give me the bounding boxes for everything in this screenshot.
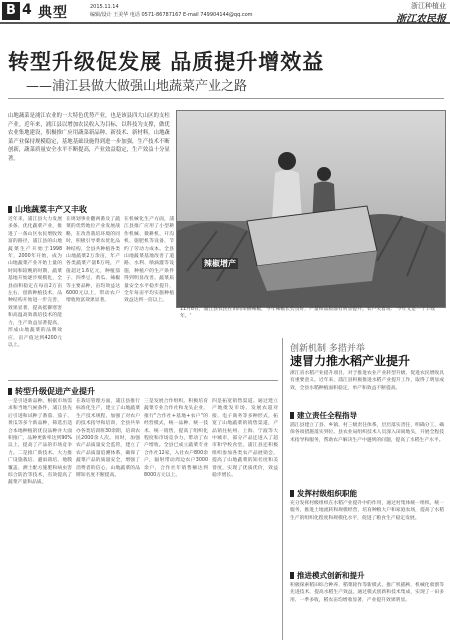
sidebar-subtitle-1: 建立责任全程指导: [290, 410, 357, 421]
sidebar-text-1: 浦江县建立了县、乡镇、村三级责任体系，层层落实责任，明确分工，确保各项措施落实到位。县农业局组织技术人员深入田间地头，开展全程技术指导和服务，帮助农户解决生产中遇到的问题，提高了水稻生产水平。: [290, 423, 444, 443]
section1-column-3: 在机械化生产方面，浦江县推广应用了小型耕作机械、微耕机、开沟机、施肥机等设备，节约了劳动力成本。全县山地蔬菜基地改善了道路、水利、喷滴灌等设施，种植户的生产条件得到明显改善。蔬菜质量安全水平稳步提升，全年每亩平均实施种植效益达到一倍以上。: [124, 217, 174, 304]
section2-column-1: 一是引进新品种。根据市场需求和当地气候条件，浦江县先后引进和试种了番茄、茄子、黄瓜等多个新品种，筛选出适合本地种植的优良品种并大面积推广，品种更新率达到90%以上，提高了产品的市场竞争力。二是推广新技术。大力推广设施栽培、避雨栽培、地膜覆盖、测土配方施肥和病虫害综合防治等技术，有效提高了蔬菜产量和品质。: [8, 399, 72, 486]
section-letter-badge: B: [2, 2, 20, 20]
sidebar-text-2: 充分发挥村级组织在水稻产业提升中的作用，通过村集体统一组织、统一服务，推进土地流转和规模经营，培育种粮大户和家庭农场，提高了水稻生产的组织化程度和规模化水平，促进了粮食生产稳定发展。: [290, 501, 444, 521]
section2-column-4: 四是拓宽销售渠道。通过建立产地批发市场、发展农超对接、电子商务等多种形式，拓宽了山地蔬菜的销售渠道，产品销往杭州、上海、宁波等大中城市，部分产品还进入了超市和学校食堂。浦江县还积极组织参加各类农产品展销会，提高了山地蔬菜的知名度和美誉度，实现了优质优价，效益稳步增长。: [212, 399, 278, 479]
sidebar-subtitle-3: 推进模式创新和提升: [290, 570, 365, 581]
issue-meta: [90, 3, 253, 19]
section2-title: 转型升级促进产业提升: [8, 386, 95, 397]
news-photo: [176, 110, 446, 308]
divider: [8, 98, 444, 99]
sidebar-title: 速冒力推水稻产业提升: [290, 354, 411, 368]
subheadline: ——浦江县做大做强山地蔬菜产业之路: [26, 79, 248, 94]
lead-paragraph: 山地蔬菜是浦江农业的一大特色优势产业，也是该县四大山区的支柱产业。近年来，浦江县以增加农民收入为目标，以科技为支撑，做优农业集地建设，积极推广应用蔬菜新品种、新技术、新材料，山地蔬菜产业保持规模稳定，基地基础设施得到进一步加强，生产技术不断创新，蔬菜质量安全水平不断提高，产业效益稳定，生产效益十分显著。: [8, 113, 170, 162]
photo-label: 辣椒增产: [204, 259, 236, 268]
section-number: 4: [22, 2, 32, 18]
section-name: 典型: [38, 5, 68, 21]
sidebar-intro: 浙江省水稻产业提升项目，对于推进农业产业转型升级、促进农民增收具有重要意义。近年来，浦江县积极推进水稻产业提升工作，取得了明显成效，全县水稻种植面积稳定，单产和效益不断提高。: [290, 371, 444, 391]
sidebar-text-3: 积极探索稻田综合种养、稻菜轮作等新模式，推广机插秧、机械化收割等先进技术，提高水稻生产效益。通过模式创新和技术集成，实现了一田多用、一季多收，稻农亩均增收显著，产业提升效果明显。: [290, 583, 444, 603]
issue-date: 2015.11.14: [90, 4, 119, 10]
editor-contact: 编辑/设计 王美华 电话 0571-86787167 E-mail 749904144@qq.com: [90, 12, 253, 18]
section2-column-2: 在栽培管理方面，浦江县推行标准化生产，建立了山地蔬菜生产技术规程，加强了对农户的技术指导和培训，全县共举办各类培训班30余期，培训农民2000余人次。同时，加强农产品质量安全监管，建立了农产品质量追溯体系，确保了蔬菜产品的质量安全，增强了消费者的信心，山地蔬菜的品牌知名度不断提高。: [76, 399, 140, 479]
sidebar-subtitle-2: 发挥村级组织职能: [290, 488, 357, 499]
section2-column-3: 三是发展合作组织。积极培育蔬菜专业合作社和龙头企业，推行"合作社+基地+农户"的经营模式，统一品种、统一技术、统一销售，提高了组织化程度和市场竞争力，带动了农户增收。全县已成立蔬菜专业合作社12家，入社农户800余户，辐射带动周边农户3000余户，合作社年销售额达到8000万元以上。: [144, 399, 208, 479]
headline: 转型升级促发展 品质提升增效益: [8, 50, 325, 74]
newspaper-brand: 浙江农民报: [396, 14, 446, 25]
photo-illustration: [177, 111, 445, 307]
section1-column-1: 近年来，浦江县大力发展多条、优化蔬菜产业，推进了一条山区农民增收致富的路径，浦江县的山地蔬菜生产开始于1998年，2000年开始，成为山地蔬菜产业开始上量的时间和较晚的时期，蔬菜基地开始逐步规模化、全县面积稳定在每亩2万亩左右，创新种植技术，品种结构开始进一步完善，效果显著、提高抵御寒害和高温高效栽培技术的能力，生产效益显著提高，形成山地蔬菜的品牌效应，亩产值达到4200元以上。: [8, 217, 62, 348]
section1-title: 山地蔬菜丰产又丰收: [8, 204, 87, 215]
photo-caption: 11月8日，浦江县农民在田间采摘辣椒，今年辣椒长势良好，产量和品质都有明显提升。农户笑着说：'今年又是一个丰收年。': [180, 307, 436, 319]
sidebar-kicker: 创新机制 多措并举: [290, 344, 365, 354]
section1-column-2: 在规划事业翻两番及了蔬菜的优势地位产业发展战略，在改善栽培环境的同时，积极引导菜农优化品种结构，全县共种植各类山地蔬菜2万余亩，年产各类蔬菜产量6万吨，产值超过1.6亿元，种植茄子、四季豆、黄瓜、辣椒等主要品种，亩均效益达6000元以上，带动农户增收致富效果显著。: [66, 217, 120, 304]
divider: [8, 380, 278, 381]
paper-name: 浙江种植业: [411, 2, 446, 10]
